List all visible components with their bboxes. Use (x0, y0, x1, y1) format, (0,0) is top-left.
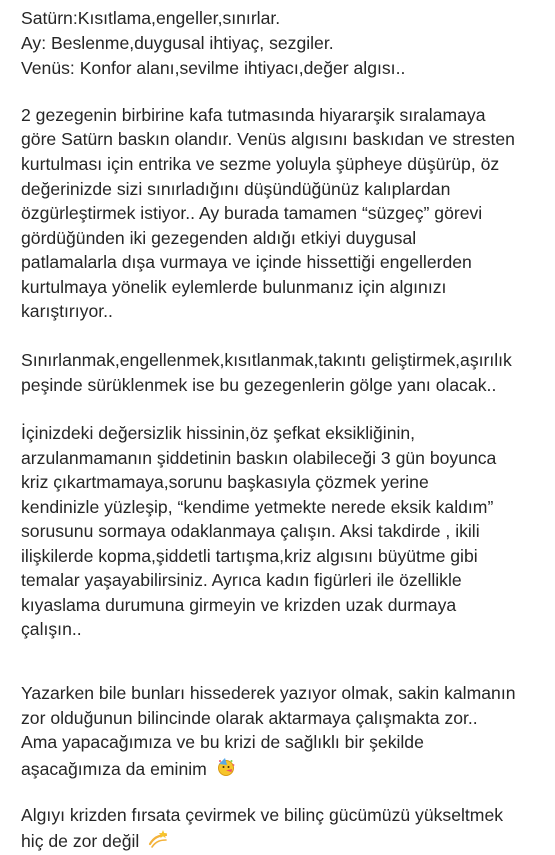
paragraph-line: temalar yaşayabilirsiniz. Ayrıca kadın figürleri ile özellikle (21, 570, 462, 590)
paragraph-line: sorusunu sormaya odaklanmaya çalışın. Aksi takdirde , ikili (21, 521, 480, 541)
paragraph-line: İçinizdeki değersizlik hissinin,öz şefkat eksikliğinin, (21, 423, 416, 443)
paragraph-line: çalışın.. (21, 619, 82, 639)
paragraph-line: Yazarken bile bunları hissederek yazıyor olmak, sakin kalmanın (21, 683, 516, 703)
paragraph-line: özgürleştirmek istiyor.. Ay burada tamamen “süzgeç” görevi (21, 203, 483, 223)
paragraph-line: kriz çıkartmamaya,sorunu başkasıyla çözmek yerine (21, 472, 429, 492)
paragraph-line: ilişkilerde kopma,şiddetli tartışma,kriz algısını büyütme gibi (21, 546, 478, 566)
paragraph-line: peşinde sürüklenmek ise bu gezegenlerin gölge yanı olacak.. (21, 375, 497, 395)
paragraph-line: patlamalarla dışa vurmaya ve içinde hissettiği engellerden (21, 252, 472, 272)
paragraph-line: Algıyı krizden fırsata çevirmek ve bilinç gücümüzü yükseltmek (21, 805, 504, 825)
paragraph-line: zor olduğunun bilincinde olarak aktarmaya çalışmakta zor.. (21, 708, 478, 728)
paragraph-line: karıştırıyor.. (21, 301, 113, 321)
paragraph-line: Sınırlanmak,engellenmek,kısıtlanmak,takıntı geliştirmek,aşırılık (21, 350, 512, 370)
paragraph-line: arzulanmamanın şiddetinin baskın olabileceği 3 gün boyunca (21, 448, 497, 468)
intro-line: Ay: Beslenme,duygusal ihtiyaç, sezgiler. (21, 33, 334, 53)
intro-line: Satürn:Kısıtlama,engeller,sınırlar. (21, 8, 281, 28)
dizzy-star-icon (148, 829, 168, 853)
paragraph-line-with-emoji (21, 757, 236, 781)
paragraph-line: Ama yapacağımıza ve bu krizi de sağlıklı bir şekilde (21, 732, 424, 752)
paragraph-line-text: hiç de zor değil (21, 831, 140, 851)
paragraph-line-with-emoji (21, 829, 168, 853)
paragraph-line: değerinizde sizi sınırladığını düşündüğünüz kalıplardan (21, 179, 451, 199)
paragraph-line: 2 gezegenin birbirine kafa tutmasında hiyararşik sıralamaya (21, 105, 486, 125)
party-face-icon (216, 757, 236, 781)
paragraph-line: kıyaslama durumuna girmeyin ve krizden uzak durmaya (21, 595, 457, 615)
intro-line: Venüs: Konfor alanı,sevilme ihtiyacı,değer algısı.. (21, 58, 406, 78)
paragraph-line: kendinizle yüzleşip, “kendime yetmekte nerede eksik kaldım” (21, 497, 494, 517)
paragraph-line-text: aşacağımıza da eminim (21, 759, 207, 779)
paragraph-line: göre Satürn baskın olandır. Venüs algısını baskıdan ve stresten (21, 129, 515, 149)
paragraph-line: gördüğünden iki gezegenden aldığı etkiyi duygusal (21, 228, 417, 248)
paragraph-line: kurtulmaya yönelik eylemlerde bulunmanız için algınızı (21, 277, 447, 297)
paragraph-line: kurtulması için entrika ve sezme yoluyla şüpheye düşürüp, öz (21, 154, 500, 174)
